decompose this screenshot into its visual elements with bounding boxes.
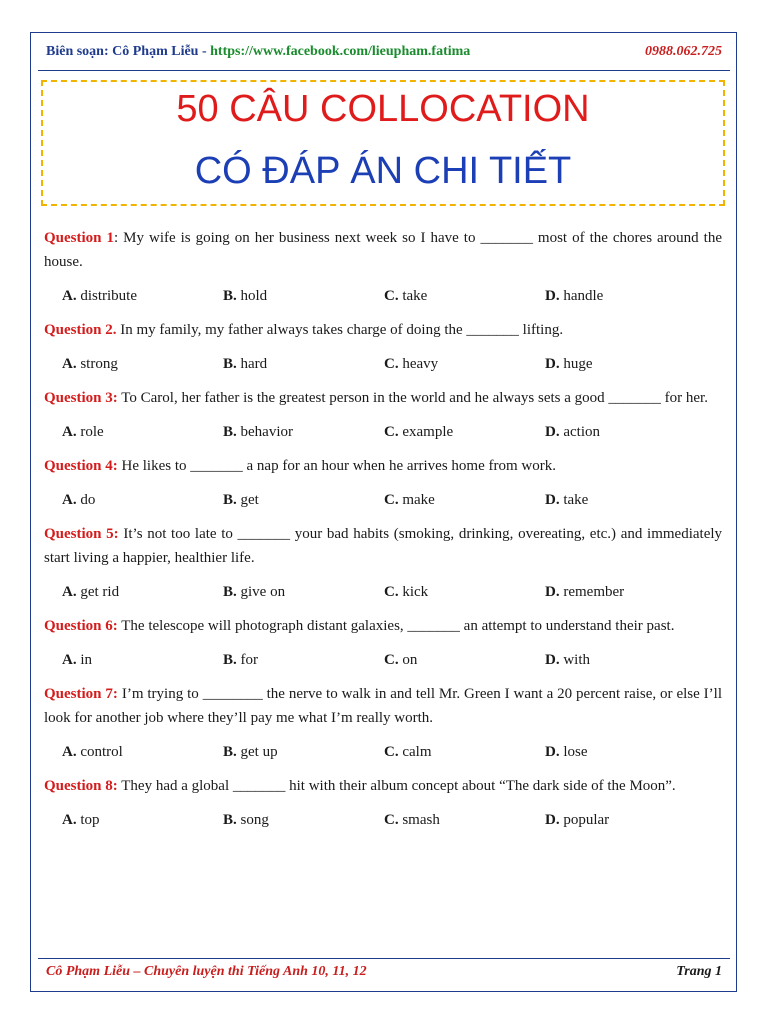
- answer-option[interactable]: [545, 648, 706, 672]
- answer-option[interactable]: [223, 740, 384, 764]
- option-letter: B.: [223, 288, 237, 304]
- option-letter: A.: [62, 744, 77, 760]
- header-author: Biên soạn: Cô Phạm Liễu -: [46, 44, 211, 59]
- answer-options: [62, 488, 722, 512]
- answer-option[interactable]: [545, 740, 706, 764]
- option-text: handle: [559, 288, 604, 304]
- option-text: top: [76, 812, 100, 828]
- option-text: hard: [236, 356, 268, 372]
- answer-option[interactable]: [545, 808, 706, 832]
- option-letter: A.: [62, 812, 77, 828]
- answer-option[interactable]: [223, 488, 384, 512]
- option-letter: B.: [223, 584, 237, 600]
- option-letter: B.: [223, 356, 237, 372]
- answer-option[interactable]: [384, 284, 545, 308]
- option-text: control: [76, 744, 123, 760]
- answer-option[interactable]: [62, 808, 223, 832]
- question-block: [44, 386, 722, 444]
- question-text: [44, 386, 722, 410]
- option-text: for: [236, 652, 259, 668]
- option-letter: C.: [384, 652, 399, 668]
- option-letter: A.: [62, 288, 77, 304]
- option-letter: A.: [62, 492, 77, 508]
- option-letter: D.: [545, 584, 560, 600]
- option-letter: D.: [545, 812, 560, 828]
- answer-option[interactable]: [62, 284, 223, 308]
- option-text: give on: [236, 584, 286, 600]
- option-text: smash: [398, 812, 440, 828]
- answer-option[interactable]: [223, 352, 384, 376]
- question-list: [44, 226, 722, 842]
- answer-option[interactable]: [384, 808, 545, 832]
- question-block: [44, 774, 722, 832]
- question-label: Question 7:: [44, 686, 118, 702]
- question-label: Question 2.: [44, 322, 117, 338]
- option-letter: C.: [384, 356, 399, 372]
- title-box: [41, 80, 725, 206]
- answer-options: [62, 420, 722, 444]
- answer-option[interactable]: [223, 648, 384, 672]
- option-text: example: [398, 424, 454, 440]
- option-letter: B.: [223, 812, 237, 828]
- option-text: action: [559, 424, 600, 440]
- question-text: [44, 226, 722, 274]
- question-block: [44, 454, 722, 512]
- answer-option[interactable]: [545, 420, 706, 444]
- question-text: [44, 522, 722, 570]
- option-text: take: [559, 492, 589, 508]
- question-body: They had a global _______ hit with their album concept about “The dark side of the Moon”.: [121, 778, 676, 794]
- option-letter: D.: [545, 492, 560, 508]
- option-text: kick: [398, 584, 429, 600]
- option-letter: D.: [545, 356, 560, 372]
- answer-option[interactable]: [223, 284, 384, 308]
- answer-options: [62, 580, 722, 604]
- question-separator: :: [114, 230, 124, 246]
- option-text: song: [236, 812, 269, 828]
- answer-option[interactable]: [384, 580, 545, 604]
- answer-option[interactable]: [384, 420, 545, 444]
- answer-option[interactable]: [384, 740, 545, 764]
- option-text: take: [398, 288, 428, 304]
- option-text: distribute: [76, 288, 138, 304]
- answer-option[interactable]: [545, 284, 706, 308]
- option-text: strong: [76, 356, 118, 372]
- option-text: in: [76, 652, 93, 668]
- option-letter: A.: [62, 424, 77, 440]
- answer-option[interactable]: [62, 740, 223, 764]
- question-block: [44, 614, 722, 672]
- question-label: Question 8:: [44, 778, 118, 794]
- question-label: Question 1: [44, 230, 114, 246]
- header-phone: 0988.062.725: [645, 44, 722, 59]
- option-text: with: [559, 652, 591, 668]
- answer-option[interactable]: [545, 352, 706, 376]
- question-body: I’m trying to ________ the nerve to walk in and tell Mr. Green I want a 20 percent raise, or else I’ll look for another job where they’ll pay me what I’m really worth.: [44, 686, 722, 726]
- answer-options: [62, 648, 722, 672]
- answer-option[interactable]: [62, 420, 223, 444]
- title-line-1: 50 CÂU COLLOCATION: [176, 88, 590, 130]
- header-divider: [38, 70, 730, 71]
- answer-option[interactable]: [223, 420, 384, 444]
- option-text: on: [398, 652, 418, 668]
- question-label: Question 6:: [44, 618, 118, 634]
- option-letter: C.: [384, 744, 399, 760]
- answer-option[interactable]: [62, 352, 223, 376]
- option-letter: B.: [223, 652, 237, 668]
- question-body: In my family, my father always takes charge of doing the _______ lifting.: [120, 322, 564, 338]
- answer-option[interactable]: [62, 580, 223, 604]
- option-text: get up: [236, 744, 278, 760]
- page-header: [46, 44, 722, 60]
- footer-text: Cô Phạm Liễu – Chuyên luyện thi Tiếng Anh 10, 11, 12: [46, 964, 367, 979]
- option-letter: A.: [62, 652, 77, 668]
- option-text: get: [236, 492, 259, 508]
- option-text: role: [76, 424, 104, 440]
- answer-option[interactable]: [384, 488, 545, 512]
- option-letter: C.: [384, 812, 399, 828]
- question-block: [44, 522, 722, 604]
- question-block: [44, 318, 722, 376]
- answer-options: [62, 740, 722, 764]
- option-text: make: [398, 492, 435, 508]
- option-text: remember: [559, 584, 625, 600]
- option-letter: D.: [545, 652, 560, 668]
- footer-divider: [38, 958, 730, 959]
- option-letter: A.: [62, 584, 77, 600]
- answer-option[interactable]: [223, 808, 384, 832]
- question-label: Question 4:: [44, 458, 118, 474]
- option-letter: B.: [223, 424, 237, 440]
- option-letter: B.: [223, 744, 237, 760]
- option-text: do: [76, 492, 96, 508]
- answer-option[interactable]: [384, 352, 545, 376]
- question-block: [44, 682, 722, 764]
- question-body: The telescope will photograph distant galaxies, _______ an attempt to understand their past.: [121, 618, 675, 634]
- option-letter: D.: [545, 288, 560, 304]
- option-letter: C.: [384, 288, 399, 304]
- answer-option[interactable]: [545, 488, 706, 512]
- option-letter: C.: [384, 584, 399, 600]
- answer-option[interactable]: [384, 648, 545, 672]
- answer-options: [62, 284, 722, 308]
- question-text: [44, 454, 722, 478]
- option-letter: A.: [62, 356, 77, 372]
- question-text: [44, 614, 722, 638]
- answer-options: [62, 352, 722, 376]
- answer-option[interactable]: [62, 488, 223, 512]
- answer-option[interactable]: [545, 580, 706, 604]
- question-body: It’s not too late to _______ your bad habits (smoking, drinking, overeating, etc.) and immediately start living a happier, healthier life.: [44, 526, 723, 566]
- answer-option[interactable]: [62, 648, 223, 672]
- option-text: huge: [559, 356, 593, 372]
- option-text: heavy: [398, 356, 439, 372]
- option-letter: D.: [545, 744, 560, 760]
- option-letter: C.: [384, 424, 399, 440]
- option-letter: C.: [384, 492, 399, 508]
- header-url[interactable]: https://www.facebook.com/lieupham.fatima: [210, 44, 471, 59]
- question-body: To Carol, her father is the greatest person in the world and he always sets a good _______ for her.: [121, 390, 708, 406]
- question-text: [44, 774, 722, 798]
- option-text: lose: [559, 744, 588, 760]
- option-text: behavior: [236, 424, 293, 440]
- option-text: hold: [236, 288, 268, 304]
- answer-options: [62, 808, 722, 832]
- question-label: Question 3:: [44, 390, 118, 406]
- page-footer: [46, 964, 722, 980]
- title-line-2: CÓ ĐÁP ÁN CHI TIẾT: [194, 150, 572, 192]
- question-text: [44, 318, 722, 342]
- answer-option[interactable]: [223, 580, 384, 604]
- option-letter: B.: [223, 492, 237, 508]
- option-letter: D.: [545, 424, 560, 440]
- option-text: get rid: [76, 584, 120, 600]
- question-text: [44, 682, 722, 730]
- question-body: My wife is going on her business next week so I have to _______ most of the chores around the house.: [44, 230, 722, 270]
- page-number: Trang 1: [676, 964, 722, 979]
- option-text: popular: [559, 812, 610, 828]
- question-block: [44, 226, 722, 308]
- question-label: Question 5:: [44, 526, 119, 542]
- question-body: He likes to _______ a nap for an hour when he arrives home from work.: [121, 458, 556, 474]
- option-text: calm: [398, 744, 432, 760]
